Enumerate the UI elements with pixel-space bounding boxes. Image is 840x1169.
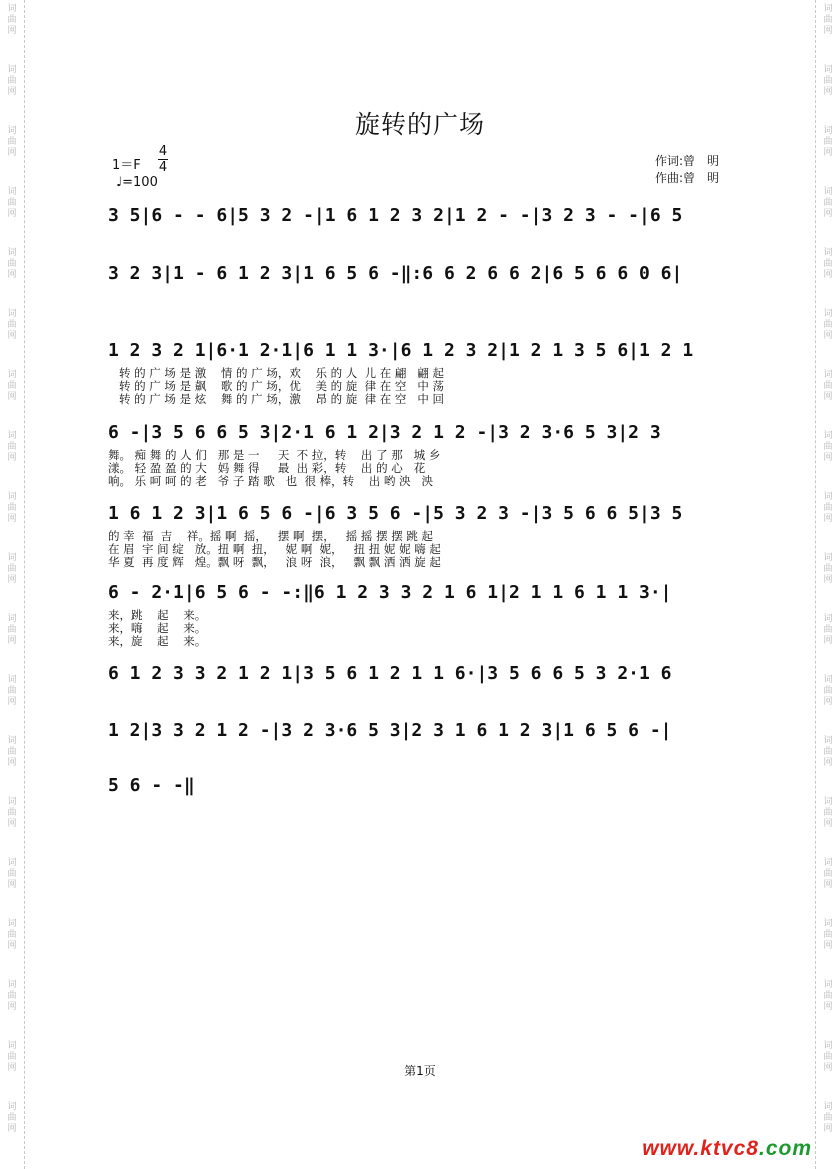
rail-mark: 词 曲 网 <box>7 248 17 280</box>
rail-mark: 词 曲 网 <box>7 675 17 707</box>
note-line: 6 - 2·1|6 5 6 - -:‖6 1 2 3 3 2 1 6 1|2 1 1 6 1 1 3·| <box>108 582 672 603</box>
note-line: 3 5|6 - - 6|5 3 2 -|1 6 1 2 3 2|1 2 - -|3 2 3 - -|6 5 <box>108 205 683 226</box>
lyric-line: 转 的 广 场 是 激 情 的 广 场，欢 乐 的 人 儿 在 翩 翩 起 <box>108 366 445 380</box>
rail-mark: 词 曲 网 <box>823 309 833 341</box>
rail-mark: 词 曲 网 <box>7 797 17 829</box>
lyric-line: 的 幸 福 吉 祥。摇 啊 摇， 摆 啊 摆， 摇 摇 摆 摆 跳 起 <box>108 529 434 543</box>
rail-mark: 词 曲 网 <box>823 187 833 219</box>
rail-mark: 词 曲 网 <box>7 126 17 158</box>
page-number: 第1页 <box>404 1064 436 1078</box>
rail-mark: 词 曲 网 <box>823 675 833 707</box>
rail-mark: 词 曲 网 <box>7 1041 17 1073</box>
key-signature: 1＝F <box>112 158 141 173</box>
lyric-line: 在 眉 宇 间 绽 放。扭 啊 扭， 妮 啊 妮， 扭 扭 妮 妮 嗨 起 <box>108 542 441 556</box>
watermark-tld: .com <box>758 1137 812 1160</box>
rail-mark: 词 曲 网 <box>823 797 833 829</box>
rail-mark: 词 曲 网 <box>7 309 17 341</box>
rail-mark: 词 曲 网 <box>823 980 833 1012</box>
rail-mark: 词 曲 网 <box>7 858 17 890</box>
rail-mark: 词 曲 网 <box>823 553 833 585</box>
rail-mark: 词 曲 网 <box>7 370 17 402</box>
note-line: 1 2|3 3 2 1 2 -|3 2 3·6 5 3|2 3 1 6 1 2 3|1 6 5 6 -| <box>108 720 672 741</box>
rail-mark: 词 曲 网 <box>7 187 17 219</box>
rail-mark: 词 曲 网 <box>7 736 17 768</box>
song-title: 旋转的广场 <box>354 110 485 139</box>
rail-mark: 词 曲 网 <box>7 919 17 951</box>
rail-mark: 词 曲 网 <box>7 614 17 646</box>
lyric-line: 转 的 广 场 是 炫 舞 的 广 场，激 昂 的 旋 律 在 空 中 回 <box>108 392 445 406</box>
note-line: 3 2 3|1 - 6 1 2 3|1 6 5 6 -‖:6 6 2 6 6 2|6 5 6 6 0 6| <box>108 263 683 284</box>
rail-mark: 词 曲 网 <box>823 1102 833 1134</box>
rail-mark: 词 曲 网 <box>823 1041 833 1073</box>
rail-mark: 词 曲 网 <box>7 65 17 97</box>
lyric-line: 漾。 轻 盈 盈 的 大 妈 舞 得 最 出 彩，转 出 的 心 花 <box>108 461 429 475</box>
rail-mark: 词 曲 网 <box>7 492 17 524</box>
note-line: 6 -|3 5 6 6 5 3|2·1 6 1 2|3 2 1 2 -|3 2 3·6 5 3|2 3 <box>108 422 661 443</box>
rail-mark: 词 曲 网 <box>823 126 833 158</box>
composer-credit: 作曲:曾 明 <box>655 171 720 185</box>
rail-mark: 词 曲 网 <box>823 919 833 951</box>
rail-mark: 词 曲 网 <box>823 736 833 768</box>
rail-mark: 词 曲 网 <box>823 614 833 646</box>
rail-mark: 词 曲 网 <box>7 431 17 463</box>
rail-mark: 词 曲 网 <box>7 4 17 36</box>
meter-top: 4 <box>158 144 168 159</box>
note-line: 6 1 2 3 3 2 1 2 1|3 5 6 1 2 1 1 6·|3 5 6 6 5 3 2·1 6 <box>108 663 672 684</box>
rail-mark: 词 曲 网 <box>823 248 833 280</box>
rail-mark: 词 曲 网 <box>823 4 833 36</box>
lyric-line: 华 夏 再 度 辉 煌。飘 呀 飘， 浪 呀 浪， 飘 飘 洒 洒 旋 起 <box>108 555 441 569</box>
lyric-line: 来，嗨 起 来。 <box>108 621 207 635</box>
tempo-marking: ♩=100 <box>116 175 158 190</box>
lyricist-credit: 作词:曾 明 <box>655 154 720 168</box>
lyric-line: 来，旋 起 来。 <box>108 634 207 648</box>
meter-bottom: 4 <box>158 160 168 175</box>
rail-mark: 词 曲 网 <box>823 492 833 524</box>
rail-mark: 词 曲 网 <box>823 858 833 890</box>
note-line: 5 6 - -‖ <box>108 775 195 796</box>
site-watermark <box>642 1137 812 1161</box>
rail-mark: 词 曲 网 <box>7 980 17 1012</box>
lyric-line: 响。 乐 呵 呵 的 老 爷 子 踏 歌 也 很 棒，转 出 哟 泱 泱 <box>108 474 437 488</box>
watermark-domain: www.ktvc8 <box>642 1137 759 1160</box>
rail-mark: 词 曲 网 <box>823 431 833 463</box>
lyric-line: 来，跳 起 来。 <box>108 608 207 622</box>
rail-mark: 词 曲 网 <box>7 1102 17 1134</box>
rail-mark: 词 曲 网 <box>823 65 833 97</box>
time-signature <box>158 144 168 175</box>
lyric-line: 舞。 痴 舞 的 人 们 那 是 一 天 不 拉，转 出 了 那 城 乡 <box>108 448 441 462</box>
rail-mark: 词 曲 网 <box>7 553 17 585</box>
note-line: 1 6 1 2 3|1 6 5 6 -|6 3 5 6 -|5 3 2 3 -|3 5 6 6 5|3 5 <box>108 503 683 524</box>
lyric-line: 转 的 广 场 是 飙 歌 的 广 场，优 美 的 旋 律 在 空 中 荡 <box>108 379 445 393</box>
rail-mark: 词 曲 网 <box>823 370 833 402</box>
note-line: 1 2 3 2 1|6·1 2·1|6 1 1 3·|6 1 2 3 2|1 2 1 3 5 6|1 2 1 <box>108 340 694 361</box>
